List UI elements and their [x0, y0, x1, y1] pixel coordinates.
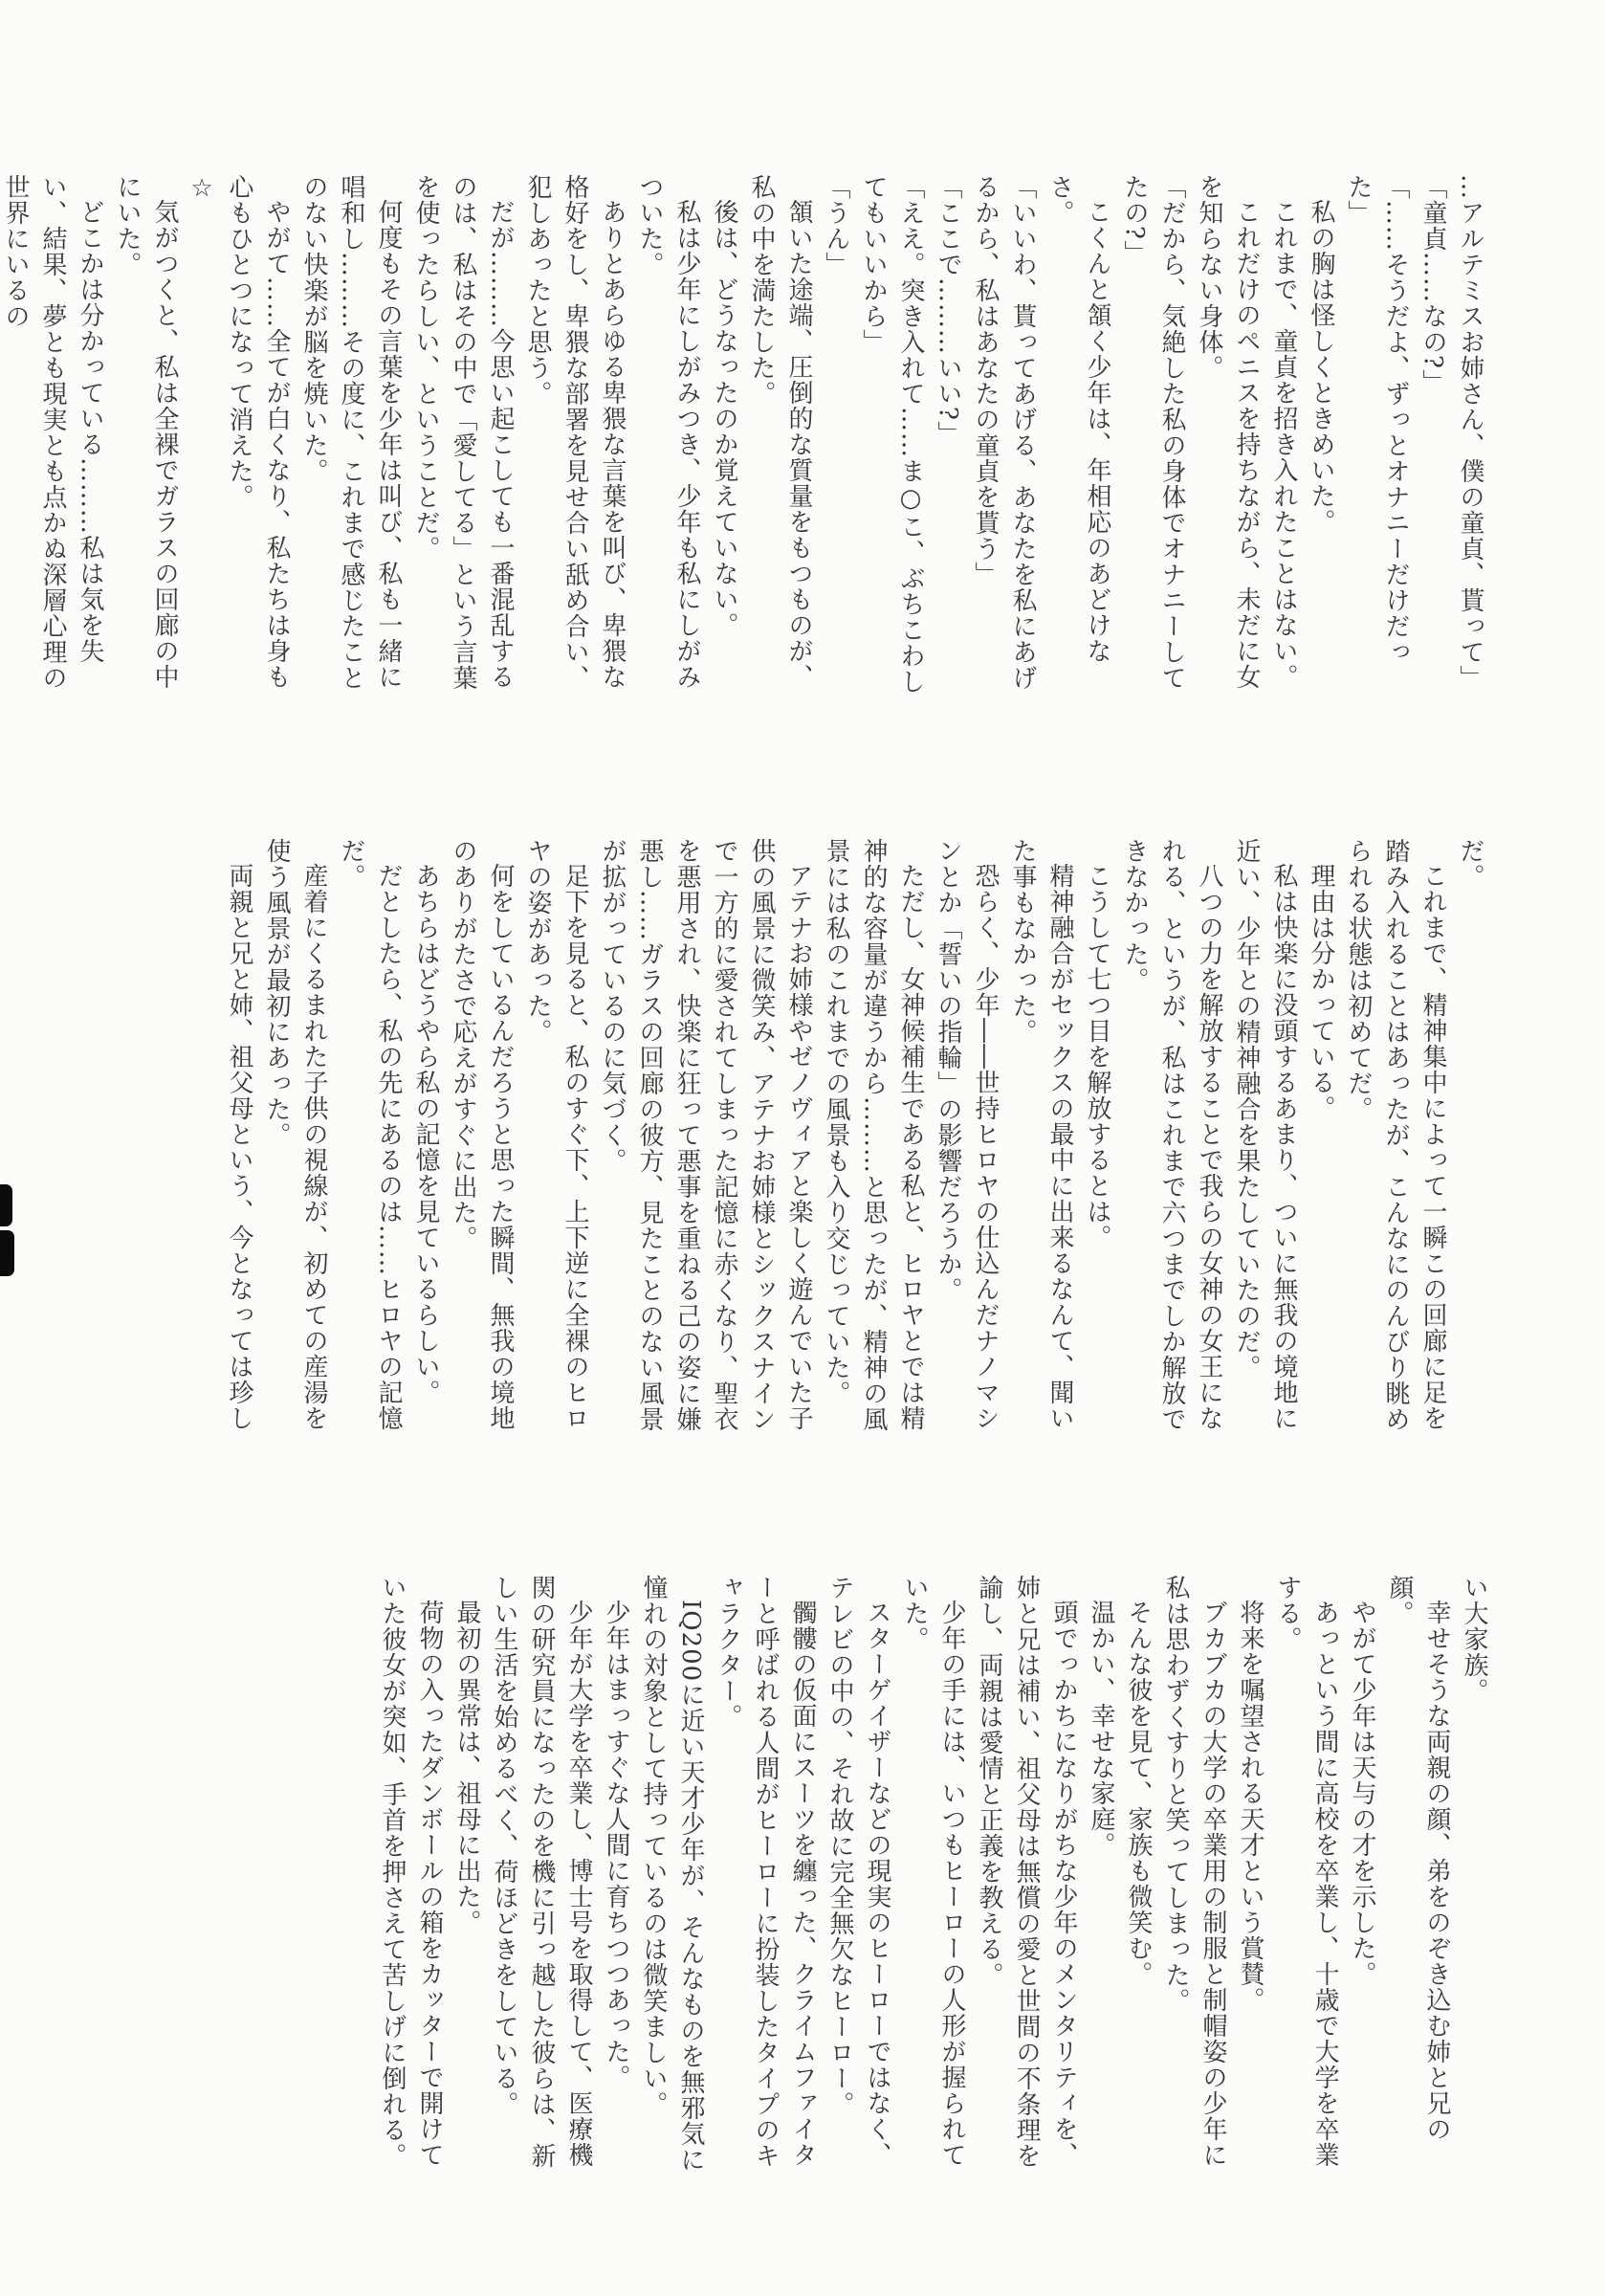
paragraph: これだけのペニスを持ちながら、未だに女を知らない身体。: [1195, 174, 1261, 690]
paragraph: 髑髏の仮面にスーツを纏った、クライムファイターと呼ばれる人間がヒーローに扮装したタイプのキャラクター。: [714, 1575, 817, 2169]
star-ornament: ☆: [187, 174, 216, 203]
paragraph: 将来を嘱望される天才という賞賛。: [1236, 1600, 1264, 2013]
paragraph: 頭でっかちになりがちな少年のメンタリティを、姉と兄は補い、祖父母は無償の愛と世間の不条理を諭し、両親は愛情と正義を教える。: [975, 1575, 1078, 2169]
paragraph: 両親と兄と姉、祖父母という、今となっては珍し: [225, 863, 253, 1431]
paragraph: 「うん」: [822, 174, 850, 277]
paragraph: 少年はまっすぐな人間に育ちつつあった。: [602, 1600, 630, 2090]
paragraph: 「だから、気絶した私の身体でオナニーしてたの?」: [1120, 174, 1186, 691]
paragraph: 足下を見ると、私のすぐ下、上下逆に全裸のヒロヤの姿があった。: [523, 838, 589, 1431]
paragraph: やがて少年は天与の才を示した。: [1348, 1600, 1376, 1987]
paragraph: スターゲイザーなどの現実のヒーローではなく、テレビの中の、それ故に完全無欠なヒーロー。: [825, 1575, 891, 2168]
paragraph: 幸せそうな両親の顔、弟をのぞき込む姉と兄の顔。: [1385, 1575, 1451, 2142]
text-band-bottom: [115, 1575, 1492, 2187]
paragraph: 私は少年にしがみつき、少年も私にしがみついた。: [635, 174, 701, 690]
paragraph: こくんと頷く少年は、年相応のあどけなさ。: [1045, 174, 1111, 664]
paragraph: 産着にくるまれた子供の視線が、初めての産湯を使う風景が最初にあった。: [262, 838, 328, 1431]
paragraph: 少年の手には、いつもヒーローの人形が握られていた。: [900, 1575, 966, 2168]
scan-artifact: [0, 1230, 14, 1276]
paragraph: だが………今思い起こしても一番混乱するのは、私はその中で「愛してる」という言葉を使ったらしい、ということだ。: [411, 174, 515, 691]
paragraph: IQ200に近い天才少年が、そんなものを無邪気に憧れの対象として持っているのは微笑ましい。: [639, 1575, 705, 2174]
paragraph: だ。: [1456, 838, 1484, 890]
paragraph: ブカブカの大学の卒業用の制服と制帽姿の少年に私は思わずくすりと笑ってしまった。: [1161, 1575, 1227, 2168]
paragraph: あっという間に高校を卒業し、十歳で大学を卒業する。: [1273, 1575, 1339, 2168]
paragraph: 八つの力を解放することで我らの女神の女王になれる、というが、私はこれまで六つまでしか解放できなかった。: [1120, 838, 1223, 1432]
paragraph: そんな彼を見て、家族も微笑む。: [1124, 1600, 1153, 1987]
paragraph: これまで、精神集中によって一瞬この回廊に足を踏み入れることはあったが、こんなにのんびり眺められる状態は初めてだ。: [1344, 838, 1447, 1432]
paragraph: こうして七つ目を解放するとは。: [1083, 863, 1111, 1250]
paragraph: 「ええ。突き入れて……ま○こ、ぶちこわしてもいいから」: [859, 174, 925, 695]
paragraph: 「いいわ、貰ってあげる、あなたを私にあげるから、私はあなたの童貞を貰う」: [971, 174, 1037, 691]
paragraph: ただし、女神候補生である私と、ヒロヤとでは精神的な容量が違うから………と思ったが、精神の風景には私のこれまでの風景も入り交じっていた。: [822, 838, 925, 1432]
paragraph: ありとあらゆる卑猥な言葉を叫び、卑猥な格好をし、卑猥な部署を見せ合い舐め合い、犯しあったと思う。: [523, 174, 627, 691]
paragraph: あちらはどうやら私の記憶を見ているらしい。: [411, 863, 440, 1405]
paragraph: 頷いた途端、圧倒的な質量をもつものが、私の中を満たした。: [747, 174, 813, 690]
paragraph: 理由は分かっている。: [1307, 863, 1335, 1121]
paragraph: だとしたら、私の先にあるのは……ヒロヤの記憶だ。: [337, 838, 403, 1431]
paragraph: 私は快楽に没頭するあまり、ついに無我の境地に近い、少年との精神融合を果たしていたのだ。: [1232, 838, 1298, 1431]
paragraph: 何をしているんだろうと思った瞬間、無我の境地のありがたさで応えがすぐに出た。: [449, 838, 515, 1431]
paragraph: …アルテミスお姉さん、僕の童貞、貰って」: [1456, 174, 1484, 691]
paragraph: 何度もその言葉を少年は叫び、私も一緒に唱和し………その度に、これまで感じたことのない快楽が脳を焼いた。: [299, 174, 403, 691]
paragraph: 「……そうだよ、ずっとオナニーだけだった」: [1344, 174, 1410, 665]
paragraph: アテナお姉様やゼノヴィアと楽しく遊んでいた子供の風景に微笑み、アテナお姉様とシックスナインで一方的に愛されてしまった記憶に赤くなり、聖衣を悪用され、快楽に狂って悪事を重ねる己の姿に嫌悪し……ガラスの回廊の彼方、見たことのない風景が拡がっているのに気づく。: [598, 838, 813, 1432]
scan-artifact: [0, 1184, 12, 1226]
paragraph: 荷物の入ったダンボールの箱をカッターで開けていた彼女が突如、手首を押さえて苦しげに倒れる。: [378, 1575, 444, 2169]
paragraph: 最初の異常は、祖母に出た。: [452, 1600, 481, 1935]
paragraph: これまで、童貞を招き入れたことはない。: [1269, 199, 1298, 690]
paragraph: 「ここで………いい?」: [934, 174, 962, 447]
paragraph: やがて……全てが白くなり、私たちは身も心もひとつになって消えた。: [225, 174, 291, 690]
paragraph: 精神融合がセックスの最中に出来るなんて、聞いた事もなかった。: [1008, 838, 1074, 1431]
paragraph: 気がつくと、私は全裸でガラスの回廊の中にいた。: [113, 174, 179, 690]
paragraph: 恐らく、少年――世持ヒロヤの仕込んだナノマシンとか「誓いの指輪」の影響だろうか。: [934, 838, 1000, 1431]
text-band-middle: [111, 838, 1488, 1441]
paragraph: 少年が大学を卒業し、博士号を取得して、医療機関の研究員になったのを機に引っ越した彼らは、新しい生活を始めるべく、荷ほどきをしている。: [490, 1575, 593, 2169]
paragraph: 私の胸は怪しくときめいた。: [1307, 199, 1335, 535]
paragraph: い大家族。: [1460, 1575, 1488, 1704]
paragraph: 後は、どうなったのか覚えていない。: [710, 199, 738, 638]
text-band-top: [1, 174, 1488, 702]
paragraph: どこかは分かっている………私は気を失い、結果、夢とも現実とも点かぬ深層心理の世界にいるの: [1, 174, 104, 691]
paragraph: 「童貞……なの?」: [1418, 174, 1447, 395]
paragraph: 温かい、幸せな家庭。: [1087, 1600, 1115, 1858]
